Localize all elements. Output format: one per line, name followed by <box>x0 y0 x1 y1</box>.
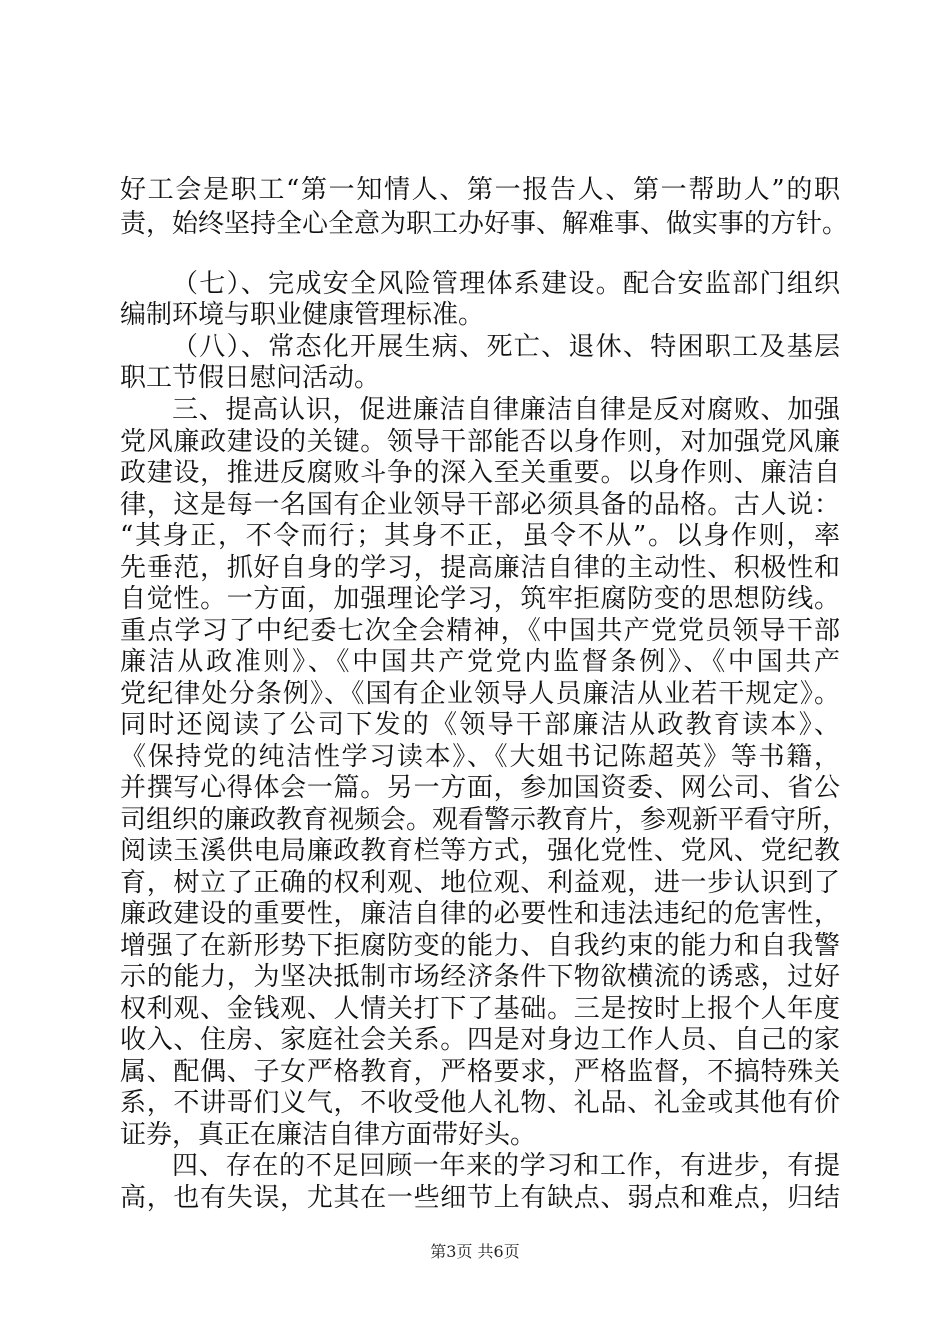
text-line: （八）、常态化开展生病、死亡、退休、特困职工及基层 <box>172 332 840 362</box>
text-line: 权利观、金钱观、人情关打下了基础。三是按时上报个人年度 <box>120 994 840 1024</box>
text-line: 增强了在新形势下拒腐防变的能力、自我约束的能力和自我警 <box>120 931 840 961</box>
text-line: 好工会是职工“第一知情人、第一报告人、第一帮助人”的职 <box>120 175 840 205</box>
text-line: 先垂范，抓好自身的学习，提高廉洁自律的主动性、积极性和 <box>120 553 840 583</box>
text-line: 收入、住房、家庭社会关系。四是对身边工作人员、自己的家 <box>120 1025 840 1055</box>
page-footer: 第3页 共6页 <box>430 1242 520 1261</box>
text-line: 廉政建设的重要性，廉洁自律的必要性和违法违纪的危害性， <box>120 899 840 929</box>
text-line: 律，这是每一名国有企业领导干部必须具备的品格。古人说： <box>120 490 840 520</box>
text-line: 司组织的廉政教育视频会。观看警示教育片，参观新平看守所， <box>120 805 849 835</box>
text-line: （七）、完成安全风险管理体系建设。配合安监部门组织 <box>172 269 840 299</box>
text-line: 重点学习了中纪委七次全会精神，《中国共产党党员领导干部 <box>120 616 840 646</box>
text-line: 三、提高认识，促进廉洁自律廉洁自律是反对腐败、加强 <box>172 395 840 425</box>
text-line: 党纪律处分条例》、《国有企业领导人员廉洁从业若干规定》。 <box>120 679 840 709</box>
text-line: 育，树立了正确的权利观、地位观、利益观，进一步认识到了 <box>120 868 840 898</box>
text-line: 自觉性。一方面，加强理论学习，筑牢拒腐防变的思想防线。 <box>120 584 840 614</box>
text-line: 并撰写心得体会一篇。另一方面，参加国资委、网公司、省公 <box>120 773 840 803</box>
text-line: “其身正，不令而行；其身不正，虽令不从”。以身作则，率 <box>120 521 840 551</box>
text-line: 廉洁从政准则》、《中国共产党党内监督条例》、《中国共产 <box>120 647 840 677</box>
text-line: 示的能力，为坚决抵制市场经济条件下物欲横流的诱惑，过好 <box>120 962 840 992</box>
text-line: 阅读玉溪供电局廉政教育栏等方式，强化党性、党风、党纪教 <box>120 836 840 866</box>
text-line: 党风廉政建设的关键。领导干部能否以身作则，对加强党风廉 <box>120 427 840 457</box>
text-line: 责，始终坚持全心全意为职工办好事、解难事、做实事的方针。 <box>120 209 849 239</box>
text-line: 《保持党的纯洁性学习读本》、《大姐书记陈超英》等书籍， <box>120 742 840 772</box>
text-line: 政建设，推进反腐败斗争的深入至关重要。以身作则、廉洁自 <box>120 458 840 488</box>
text-line: 高，也有失误，尤其在一些细节上有缺点、弱点和难点，归结 <box>120 1183 840 1213</box>
text-line: 同时还阅读了公司下发的《领导干部廉洁从政教育读本》、 <box>120 710 840 740</box>
text-line: 系，不讲哥们义气，不收受他人礼物、礼品、礼金或其他有价 <box>120 1088 840 1118</box>
text-line: 四、存在的不足回顾一年来的学习和工作，有进步，有提 <box>172 1151 840 1181</box>
text-line: 职工节假日慰问活动。 <box>120 363 381 393</box>
text-line: 属、配偶、子女严格教育，严格要求，严格监督，不搞特殊关 <box>120 1057 840 1087</box>
text-line: 证券，真正在廉洁自律方面带好头。 <box>120 1120 537 1150</box>
text-line: 编制环境与职业健康管理标准。 <box>120 300 485 330</box>
